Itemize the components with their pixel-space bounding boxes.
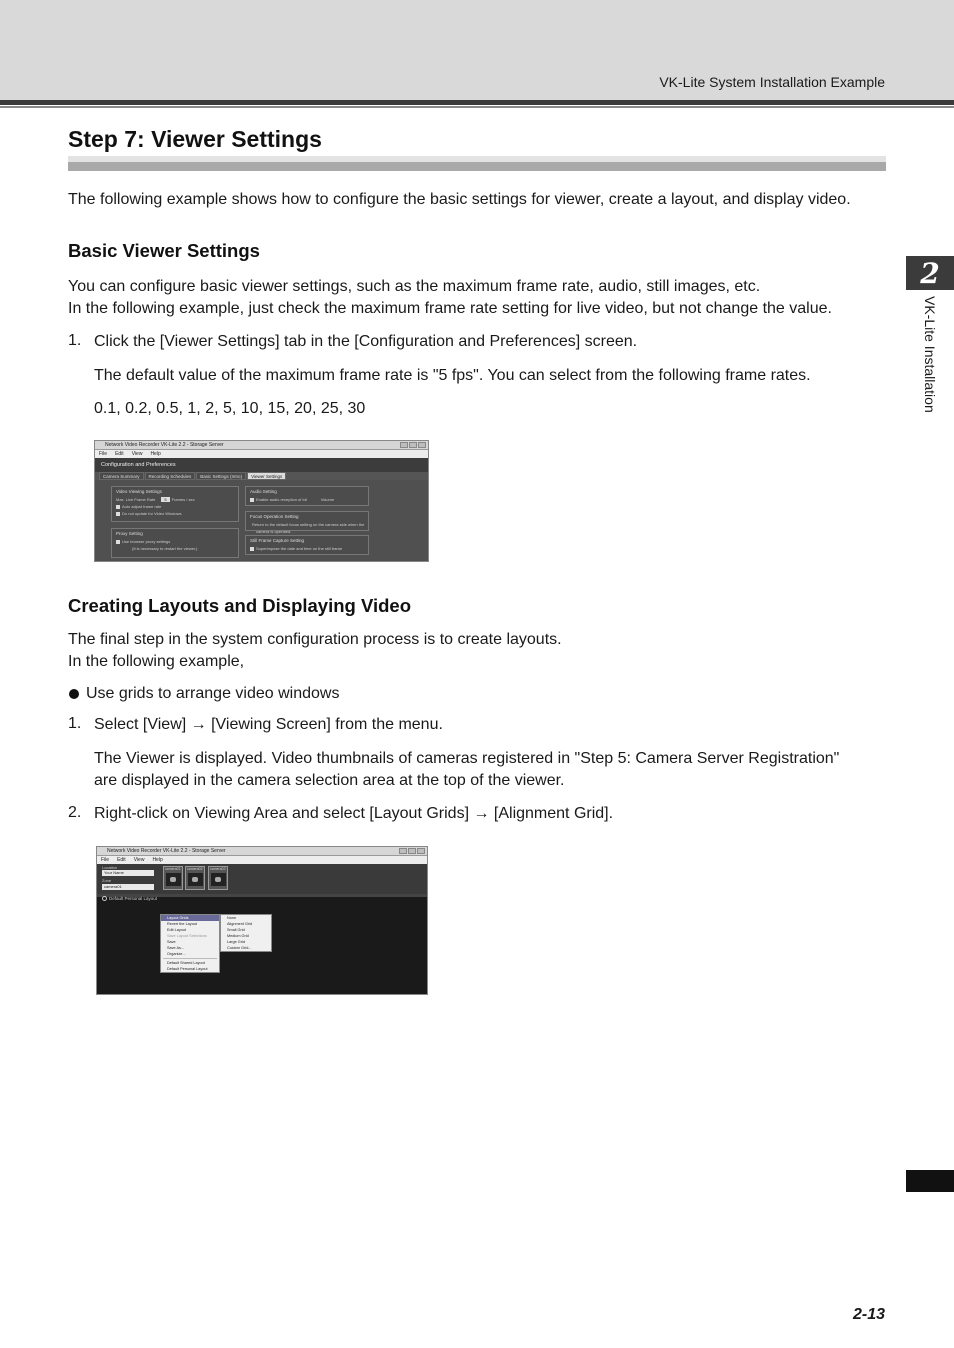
max-rate-select[interactable]: 5 (161, 497, 169, 502)
page-number: 2-13 (852, 1306, 885, 1323)
camera-thumbnail[interactable] (208, 866, 228, 890)
zone-label: Zone (102, 878, 112, 883)
basic-step-1-note: The default value of the maximum frame rate is "5 fps". You can select from the following frame rates. (94, 367, 811, 384)
menu-item-default-personal[interactable]: Default Personal Layout (167, 967, 208, 971)
frames-per-sec-label: Frames / sec (171, 497, 195, 502)
window-controls-2 (399, 848, 425, 854)
audio-label: Enable audio reception of bit (256, 497, 307, 502)
viewer-layout-screenshot (96, 846, 428, 995)
focus-label-2: camera is operated. (256, 529, 292, 534)
layouts-step-2-number: 2. (68, 804, 82, 821)
frame-rate-list: 0.1, 0.2, 0.5, 1, 2, 5, 10, 15, 20, 25, 30 (94, 400, 366, 417)
camera-thumbnail[interactable] (185, 866, 205, 890)
tab-basic-settings[interactable]: Basic Settings (Intro) (196, 472, 246, 480)
header-rule (0, 100, 954, 105)
tab-camera-summary[interactable]: Camera Summary (99, 472, 144, 480)
menu-item-organize[interactable]: Organize... (167, 952, 186, 956)
camera-icon (211, 873, 226, 886)
minimize-icon[interactable] (399, 848, 407, 854)
submenu-small-grid[interactable]: Small Grid (227, 928, 245, 932)
menu-help[interactable]: Help (152, 857, 163, 863)
focus-group (245, 511, 369, 534)
header-rule-thin (0, 106, 954, 108)
auto-adjust-label: Auto adjust frame rate (122, 504, 162, 509)
maximize-icon[interactable] (408, 848, 416, 854)
auto-adjust-row (112, 503, 238, 510)
max-rate-label: Max. Live Frame Rate (116, 497, 156, 502)
submenu-none[interactable]: None (227, 916, 237, 920)
menu-view[interactable]: View (133, 857, 145, 863)
close-icon[interactable] (417, 848, 425, 854)
menu-bar-2 (97, 856, 427, 864)
auto-adjust-checkbox[interactable] (116, 505, 120, 509)
audio-checkbox[interactable] (250, 498, 254, 502)
proxy-checkbox[interactable] (116, 540, 120, 544)
menu-item-edit-layout[interactable]: Edit Layout (167, 928, 186, 932)
submenu-large-grid[interactable]: Large Grid (227, 940, 245, 944)
basic-paragraph-1: You can configure basic viewer settings, such as the maximum frame rate, audio, still images, etc. (68, 278, 761, 295)
config-tabs (95, 472, 428, 480)
camera-icon (166, 873, 181, 886)
audio-row (246, 496, 368, 503)
tab-viewer-settings[interactable]: Viewer Settings (247, 472, 286, 480)
intro-paragraph: The following example shows how to configure the basic settings for viewer, create a layout, and display video. (68, 191, 851, 208)
section-heading-basic: Basic Viewer Settings (68, 240, 260, 261)
config-panel-body (95, 480, 428, 562)
zone-select[interactable]: camera01 (102, 884, 154, 890)
focus-row (246, 521, 368, 528)
basic-step-1-number: 1. (68, 332, 82, 349)
still-row (246, 545, 368, 552)
thumb-caption: camera03 (210, 867, 226, 871)
menu-separator (163, 958, 217, 959)
layouts-step-1-note-2: are displayed in the camera selection area at the top of the viewer. (94, 772, 565, 789)
audio-group-title: Audio Setting (250, 489, 277, 494)
chapter-label: VK-Lite Installation (922, 296, 938, 413)
still-group-title: Still Frame Capture Setting (250, 538, 305, 543)
menu-file[interactable]: File (99, 451, 108, 457)
no-update-row (112, 510, 238, 517)
camera-icon (188, 873, 203, 886)
bullet-icon (69, 689, 79, 699)
layouts-paragraph-1: The final step in the system configuration process is to create layouts. (68, 631, 562, 648)
menu-file[interactable]: File (101, 857, 110, 863)
window-title-2: Network Video Recorder VK-Lite 2.2 - Storage Server (107, 848, 226, 854)
menu-view[interactable]: View (131, 451, 143, 457)
thumb-caption: camera01 (165, 867, 181, 871)
camera-thumbnail[interactable] (163, 866, 183, 890)
layout-icon (102, 896, 107, 901)
proxy-group-title: Proxy Setting (116, 531, 143, 536)
menu-edit[interactable]: Edit (117, 857, 126, 863)
layouts-step-2-text: Right-click on Viewing Area and select [Layout Grids] → [Alignment Grid]. (94, 805, 614, 822)
video-viewing-group (111, 486, 239, 522)
still-label: Superimpose the date and time on the still frame (256, 546, 343, 551)
maximize-icon[interactable] (409, 442, 417, 448)
chapter-tab (906, 256, 954, 290)
camera-selection-area (97, 864, 427, 894)
thumb-caption: camera02 (187, 867, 203, 871)
menu-item-save-as[interactable]: Save As... (167, 946, 185, 950)
menu-edit[interactable]: Edit (115, 451, 124, 457)
close-icon[interactable] (418, 442, 426, 448)
layout-title-row (102, 896, 157, 901)
no-update-label: Do not update for Video Windows (122, 511, 182, 516)
video-viewing-group-title: Video Viewing Settings (116, 489, 162, 494)
proxy-label: Use browser proxy settings (122, 539, 171, 544)
proxy-note: (It is necessary to restart the viewer.) (132, 546, 198, 551)
viewer-settings-screenshot (94, 440, 429, 562)
submenu-medium-grid[interactable]: Medium Grid (227, 934, 249, 938)
audio-group (245, 486, 369, 506)
layouts-paragraph-2: In the following example, (68, 653, 245, 670)
window-title: Network Video Recorder VK-Lite 2.2 - Storage Server (105, 442, 224, 448)
bullet-text: Use grids to arrange video windows (86, 685, 340, 702)
menu-bar (95, 450, 428, 458)
still-checkbox[interactable] (250, 547, 254, 551)
menu-help[interactable]: Help (150, 451, 161, 457)
layouts-step-1-note-1: The Viewer is displayed. Video thumbnails of cameras registered in "Step 5: Camera Server Registration" (94, 750, 840, 767)
menu-item-save-selections[interactable]: Save Layout Selections (167, 934, 207, 938)
window-controls (400, 442, 426, 448)
basic-step-1-text: Click the [Viewer Settings] tab in the [Configuration and Preferences] screen. (94, 333, 638, 350)
context-menu (160, 914, 220, 973)
title-underline-bar (68, 156, 886, 171)
location-select[interactable]: Your Name (102, 870, 154, 876)
focus-group-title: Focus Operation Setting (250, 514, 299, 519)
max-rate-row (112, 496, 238, 503)
section-heading-layouts: Creating Layouts and Displaying Video (68, 595, 411, 616)
layouts-step-1-number: 1. (68, 715, 82, 732)
proxy-group (111, 528, 239, 558)
submenu-custom-grid[interactable]: Custom Grid... (227, 946, 252, 950)
running-title: VK-Lite System Installation Example (659, 74, 885, 90)
menu-item-default-shared[interactable]: Default Shared Layout (167, 961, 205, 965)
layout-title: Default Personal Layout (109, 896, 158, 901)
menu-item-save[interactable]: Save (167, 940, 176, 944)
chapter-number: 2 (920, 256, 940, 290)
still-capture-group (245, 535, 369, 555)
volume-label: Volume (320, 497, 335, 502)
no-update-checkbox[interactable] (116, 512, 120, 516)
layout-grids-submenu (220, 914, 272, 952)
proxy-row (112, 538, 238, 545)
side-index-block (906, 1170, 954, 1192)
page-title: Step 7: Viewer Settings (68, 126, 322, 152)
layouts-step-1-text: Select [View] → [Viewing Screen] from the menu. (94, 716, 443, 733)
menu-item-layout-grids[interactable]: Layout Grids (161, 915, 219, 921)
tab-recording-schedules[interactable]: Recording Schedules (145, 472, 196, 480)
window-title-bar (95, 441, 428, 450)
window-title-bar-2 (97, 847, 427, 856)
submenu-alignment-grid[interactable]: Alignment Grid (227, 922, 253, 926)
minimize-icon[interactable] (400, 442, 408, 448)
basic-paragraph-2: In the following example, just check the maximum frame rate setting for live video, but not change the value. (68, 300, 832, 317)
config-panel-title: Configuration and Preferences (95, 458, 428, 472)
menu-item-revert-layout[interactable]: Revert the Layout (167, 922, 197, 926)
focus-label: Return to the default focus setting on the camera side when the (252, 522, 365, 527)
location-label: Location (102, 865, 118, 870)
